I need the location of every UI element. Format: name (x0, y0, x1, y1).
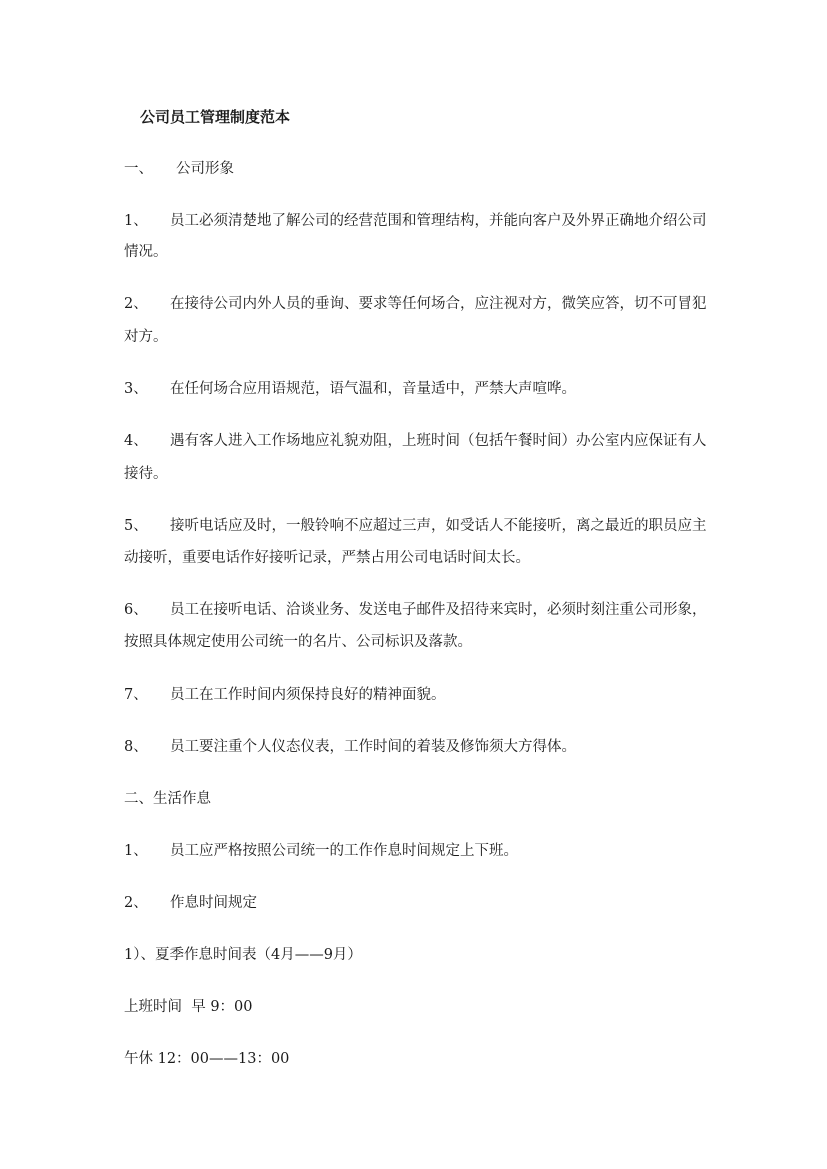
item-number: 1、 (124, 843, 148, 859)
summer-schedule-heading: 1）、夏季作息时间表（4月——9月） (124, 947, 362, 963)
list-item-continuation: 接待。 (124, 466, 168, 482)
list-item-continuation: 动接听，重要电话作好接听记录，严禁占用公司电话时间太长。 (124, 550, 530, 566)
list-item (124, 842, 518, 860)
item-text: 遇有客人进入工作场地应礼貌劝阻，上班时间（包括午餐时间）办公室内应保证有人 (170, 433, 707, 449)
item-text: 员工在工作时间内须保持良好的精神面貌。 (170, 687, 446, 703)
item-text: 接听电话应及时，一般铃响不应超过三声，如受话人不能接听，离之最近的职员应主 (170, 518, 707, 534)
item-number: 2、 (124, 296, 148, 312)
item-text: 员工要注重个人仪态仪表，工作时间的着装及修饰须大方得体。 (170, 739, 576, 755)
item-number: 3、 (124, 381, 148, 397)
item-number: 1、 (124, 213, 148, 229)
item-text: 员工在接听电话、洽谈业务、发送电子邮件及招待来宾时，必须时刻注重公司形象， (170, 602, 707, 618)
item-number: 2、 (124, 895, 148, 911)
item-number: 6、 (124, 602, 148, 618)
list-item-continuation: 对方。 (124, 329, 168, 345)
section1-heading (124, 160, 234, 178)
item-text: 员工应严格按照公司统一的工作作息时间规定上下班。 (170, 843, 518, 859)
item-text: 在接待公司内外人员的垂询、要求等任何场合，应注视对方，微笑应答，切不可冒犯 (170, 296, 707, 312)
list-item (124, 295, 707, 313)
item-number: 8、 (124, 739, 148, 755)
item-text: 作息时间规定 (170, 895, 257, 911)
list-item-continuation: 情况。 (124, 244, 168, 260)
list-item-continuation: 按照具体规定使用公司统一的名片、公司标识及落款。 (124, 634, 472, 650)
document-title: 公司员工管理制度范本 (140, 108, 291, 126)
work-start-time: 上班时间 早 9：00 (124, 999, 253, 1015)
item-number: 4、 (124, 433, 148, 449)
item-text: 员工必须清楚地了解公司的经营范围和管理结构，并能向客户及外界正确地介绍公司 (170, 213, 707, 229)
list-item (124, 738, 576, 756)
lunch-break-time: 午休 12：00——13：00 (124, 1051, 290, 1067)
list-item (124, 517, 707, 535)
item-text: 在任何场合应用语规范，语气温和，音量适中，严禁大声喧哗。 (170, 381, 576, 397)
list-item (124, 212, 707, 230)
list-item (124, 894, 257, 912)
section1-number: 一、 (124, 161, 153, 177)
list-item (124, 380, 576, 398)
list-item (124, 601, 707, 619)
list-item (124, 432, 707, 450)
item-number: 7、 (124, 687, 148, 703)
item-number: 5、 (124, 518, 148, 534)
section1-heading-text: 公司形象 (176, 161, 234, 177)
section2-heading: 二、生活作息 (124, 791, 211, 807)
list-item (124, 686, 446, 704)
